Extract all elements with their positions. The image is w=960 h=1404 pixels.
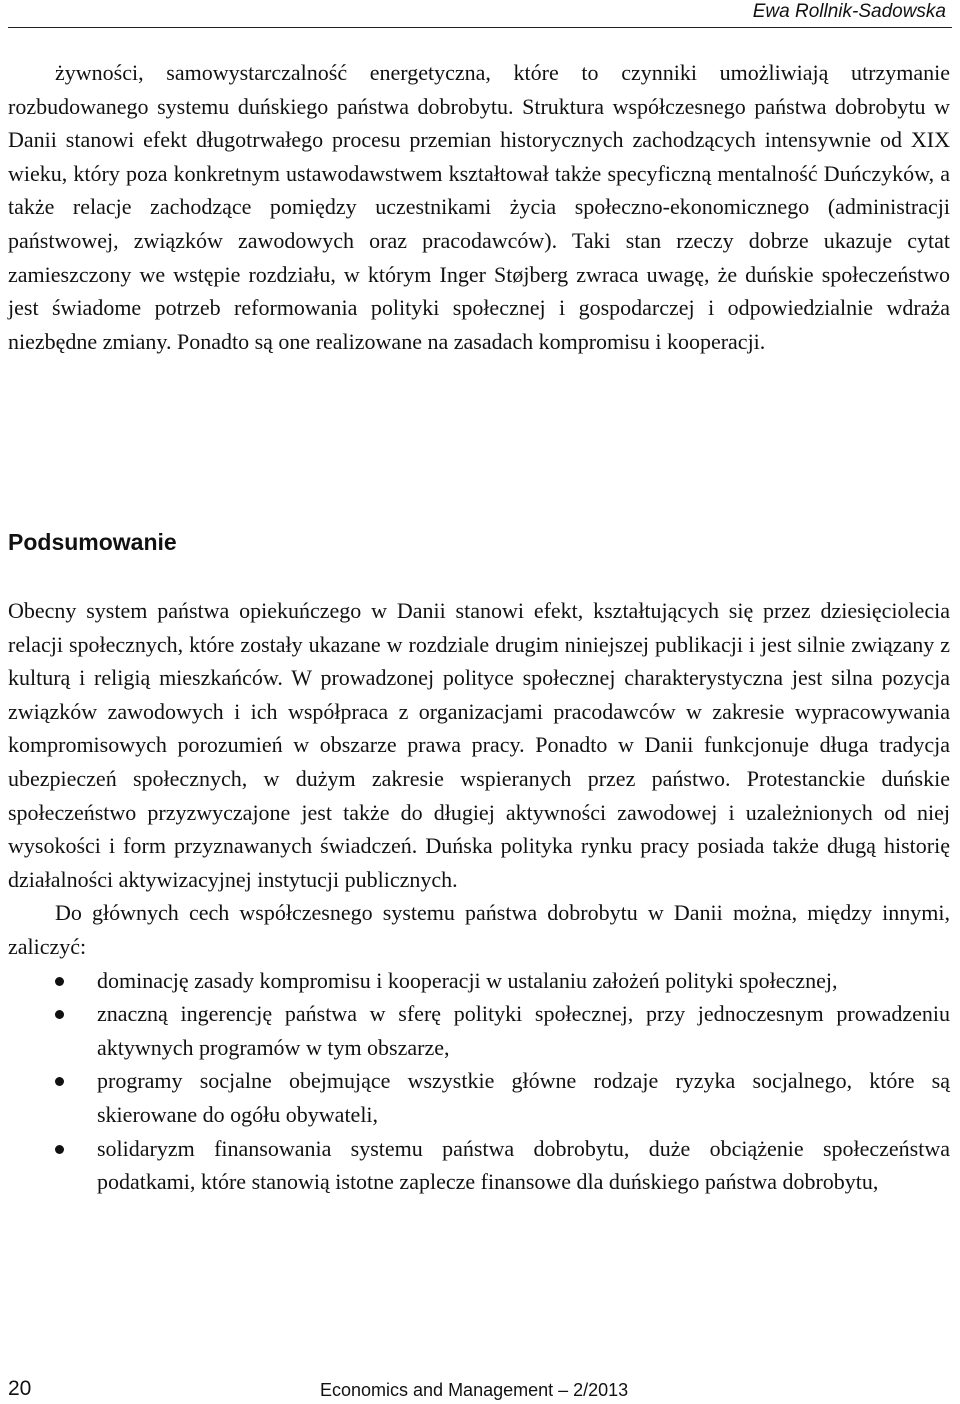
journal-footer: Economics and Management – 2/2013 [320, 1380, 629, 1400]
summary-text-block [8, 594, 950, 1199]
summary-paragraph-2: Do głównych cech współczesnego systemu państwa dobrobytu w Danii można, między innymi, zaliczyć: [8, 900, 950, 959]
running-head: Ewa Rollnik-Sadowska [752, 1, 946, 22]
section-heading-summary: Podsumowanie [8, 529, 177, 555]
bullet-icon [55, 1010, 64, 1019]
bullet-icon [55, 1145, 64, 1154]
bullet-icon [55, 977, 64, 986]
list-item-text: dominację zasady kompromisu i kooperacji w ustalaniu założeń polityki społecznej, [97, 967, 838, 993]
intro-text-block [8, 56, 950, 358]
list-item [8, 1132, 950, 1199]
bullet-icon [55, 1077, 64, 1086]
features-bullet-list [8, 964, 950, 1199]
list-item [8, 1064, 950, 1131]
list-item-text: programy socjalne obejmujące wszystkie główne rodzaje ryzyka socjalnego, które są skierowane do ogółu obywateli, [97, 1068, 950, 1127]
summary-paragraph-1: Obecny system państwa opiekuńczego w Danii stanowi efekt, kształtujących się przez dziesięciolecia relacji społecznych, które zostały ukazane w rozdziale drugim niniejszej publikacji i jest silnie związany z kulturą i religią mieszkańców. W prowadzonej polityce społecznej charakterystyczna jest silna pozycja związków zawodowych i ich współpraca z organizacjami pracodawców w zakresie wypracowywania kompromisowych porozumień w obszarze prawa pracy. Ponadto w Danii funkcjonuje długa tradycja ubezpieczeń społecznych, w dużym zakresie wspieranych przez państwo. Protestanckie duńskie społeczeństwo przyzwyczajone jest także do długiej aktywności zawodowej i uzależnionych od niej wysokości i form przyznawanych świadczeń. Duńska polityka rynku pracy posiada także długą historię działalności aktywizacyjnej instytucji publicznych. [8, 598, 950, 892]
intro-paragraph: żywności, samowystarczalność energetyczna, które to czynniki umożliwiają utrzymanie rozbudowanego systemu duńskiego państwa dobrobytu. Struktura współczesnego państwa dobrobytu w Danii stanowi efekt długotrwałego procesu przemian historycznych zachodzących intensywnie od XIX wieku, który poza konkretnym ustawodawstwem kształtował także specyficzną mentalność Duńczyków, a także relacje zachodzące pomiędzy uczestnikami życia społeczno-ekonomicznego (administracji państwowej, związków zawodowych oraz pracodawców). Taki stan rzeczy dobrze ukazuje cytat zamieszczony we wstępie rozdziału, w którym Inger Støjberg zwraca uwagę, że duńskie społeczeństwo jest świadome potrzeb reformowania polityki społecznej i gospodarczej i odpowiedzialnie wdraża niezbędne zmiany. Ponadto są one realizowane na zasadach kompromisu i kooperacji. [8, 60, 950, 354]
header-rule [8, 27, 952, 28]
list-item-text: znaczną ingerencję państwa w sferę polityki społecznej, przy jednoczesnym prowadzeniu aktywnych programów w tym obszarze, [97, 1001, 950, 1060]
list-item [8, 964, 950, 998]
list-item [8, 997, 950, 1064]
page-number: 20 [8, 1377, 32, 1400]
list-item-text: solidaryzm finansowania systemu państwa dobrobytu, duże obciążenie społeczeństwa podatkami, które stanowią istotne zaplecze finansowe dla duńskiego państwa dobrobytu, [97, 1135, 950, 1195]
